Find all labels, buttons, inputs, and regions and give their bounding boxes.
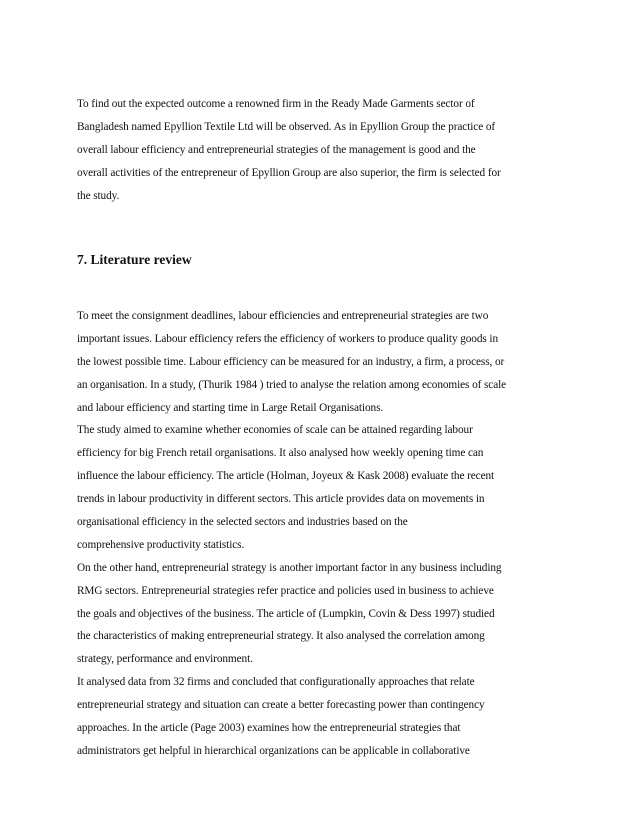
text-line: RMG sectors. Entrepreneurial strategies refer practice and policies used in business to achieve: [77, 584, 494, 597]
intro-paragraph: [77, 93, 577, 207]
text-line: organisational efficiency in the selected sectors and industries based on the: [77, 516, 408, 529]
text-line: It analysed data from 32 firms and concluded that configurationally approaches that relate: [77, 676, 475, 689]
text-line: trends in labour productivity in different sectors. This article provides data on movements in: [77, 493, 485, 506]
text-line: and labour efficiency and starting time in Large Retail Organisations.: [77, 401, 384, 414]
text-line: Bangladesh named Epyllion Textile Ltd will be observed. As in Epyllion Group the practice of: [77, 120, 496, 133]
text-line: the goals and objectives of the business. The article of (Lumpkin, Covin & Dess 1997) studied: [77, 607, 495, 620]
text-line: an organisation. In a study, (Thurik 1984 ) tried to analyse the relation among economies of scale: [77, 378, 507, 391]
text-line: the lowest possible time. Labour efficiency can be measured for an industry, a firm, a process, or: [77, 355, 505, 368]
text-line: overall labour efficiency and entrepreneurial strategies of the management is good and the: [77, 143, 476, 156]
literature-review-paragraph: [77, 305, 577, 763]
text-line: administrators get helpful in hierarchical organizations can be applicable in collaborative: [77, 744, 470, 757]
text-line: the study.: [77, 189, 120, 202]
text-line: overall activities of the entrepreneur of Epyllion Group are also superior, the firm is selected for: [77, 166, 501, 179]
text-line: To find out the expected outcome a renowned firm in the Ready Made Garments sector of: [77, 98, 475, 110]
text-line: influence the labour efficiency. The article (Holman, Joyeux & Kask 2008) evaluate the recent: [77, 470, 495, 483]
text-line: efficiency for big French retail organisations. It also analysed how weekly opening time can: [77, 447, 484, 460]
text-line: The study aimed to examine whether economies of scale can be attained regarding labour: [77, 424, 473, 437]
section-heading: 7. Literature review: [77, 252, 192, 267]
text-line: On the other hand, entrepreneurial strategy is another important factor in any business including: [77, 561, 502, 574]
text-line: To meet the consignment deadlines, labour efficiencies and entrepreneurial strategies are two: [77, 310, 489, 322]
text-line: entrepreneurial strategy and situation can create a better forecasting power than contingency: [77, 699, 485, 712]
text-line: the characteristics of making entrepreneurial strategy. It also analysed the correlation among: [77, 630, 485, 643]
text-line: comprehensive productivity statistics.: [77, 538, 245, 551]
text-line: important issues. Labour efficiency refers the efficiency of workers to produce quality goods in: [77, 332, 499, 345]
text-line: approaches. In the article (Page 2003) examines how the entrepreneurial strategies that: [77, 722, 461, 735]
text-line: strategy, performance and environment.: [77, 653, 253, 666]
